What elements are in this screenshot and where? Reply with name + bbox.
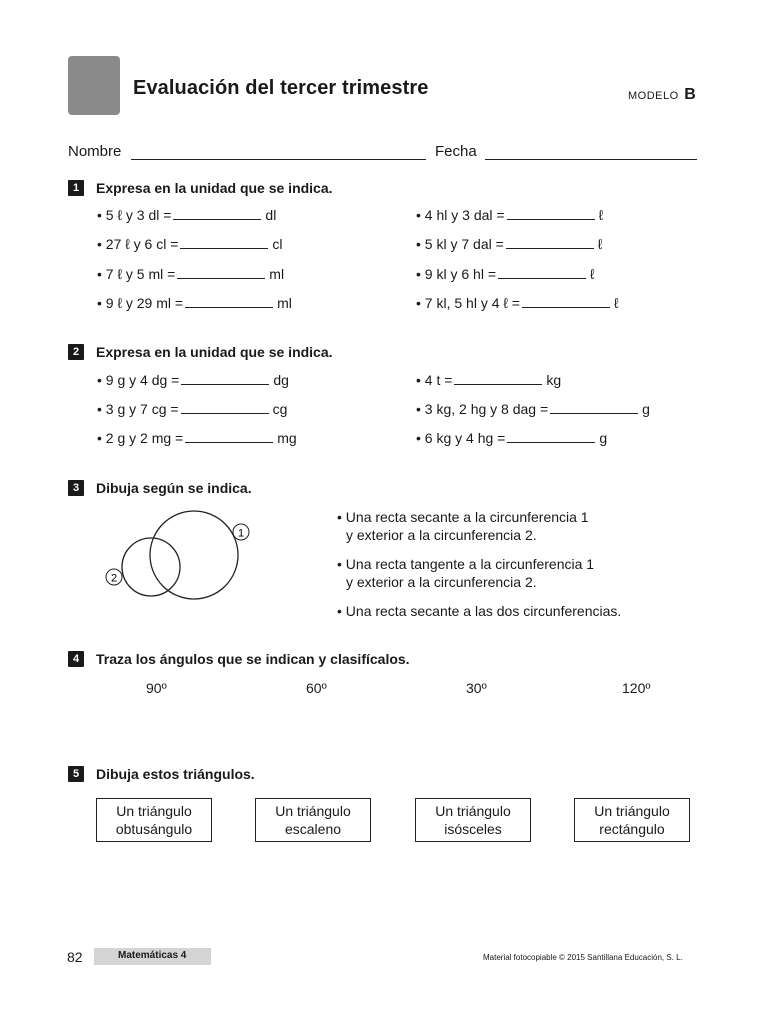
- answer-blank[interactable]: [506, 236, 594, 249]
- question-2-text: Expresa en la unidad que se indica.: [96, 344, 333, 360]
- answer-blank[interactable]: [550, 401, 638, 414]
- circle-2-label: 2: [110, 572, 118, 585]
- question-1-text: Expresa en la unidad que se indica.: [96, 180, 333, 196]
- name-label: Nombre: [68, 143, 122, 160]
- q3-instruction: • Una recta tangente a la circunferencia 1 y exterior a la circunferencia 2.: [337, 556, 595, 590]
- q3-instruction: • Una recta secante a las dos circunferencias.: [337, 603, 622, 619]
- q1-left-item: • 5 ℓ y 3 dl = dl: [97, 207, 277, 223]
- answer-blank[interactable]: [507, 430, 595, 443]
- question-4-number: 4: [68, 651, 84, 667]
- q1-right-item: • 4 hl y 3 dal = ℓ: [416, 207, 604, 223]
- model-value: B: [684, 86, 696, 103]
- q2-right-item: • 3 kg, 2 hg y 8 dag = g: [416, 401, 650, 417]
- question-2-number: 2: [68, 344, 84, 360]
- answer-blank[interactable]: [522, 295, 610, 308]
- q1-right-item: • 9 kl y 6 hl = ℓ: [416, 266, 595, 282]
- circles-diagram: [100, 505, 260, 605]
- answer-blank[interactable]: [498, 266, 586, 279]
- q2-left-item: • 2 g y 2 mg = mg: [97, 430, 297, 446]
- date-field[interactable]: [485, 159, 697, 160]
- q1-left-item: • 7 ℓ y 5 ml = ml: [97, 266, 285, 282]
- q1-left-item: • 9 ℓ y 29 ml = ml: [97, 295, 292, 311]
- answer-blank[interactable]: [173, 207, 261, 220]
- answer-blank[interactable]: [185, 295, 273, 308]
- answer-blank[interactable]: [185, 430, 273, 443]
- question-3-number: 3: [68, 480, 84, 496]
- q1-right-item: • 7 kl, 5 hl y 4 ℓ = ℓ: [416, 295, 619, 311]
- model-indicator: [628, 86, 696, 104]
- q1-right-item: • 5 kl y 7 dal = ℓ: [416, 236, 603, 252]
- question-5-text: Dibuja estos triángulos.: [96, 766, 255, 782]
- q1-left-item: • 27 ℓ y 6 cl = cl: [97, 236, 283, 252]
- name-field[interactable]: [131, 159, 426, 160]
- answer-blank[interactable]: [507, 207, 595, 220]
- angle-90-label: 90º: [146, 680, 167, 696]
- q3-instruction: • Una recta secante a la circunferencia 1 y exterior a la circunferencia 2.: [337, 509, 589, 543]
- angle-120-label: 120º: [622, 680, 651, 696]
- triangle-isosceles-box: Un triángulo isósceles: [415, 798, 531, 842]
- page-number: 82: [67, 949, 83, 965]
- triangle-obtuse-box: Un triángulo obtusángulo: [96, 798, 212, 842]
- q2-left-item: • 3 g y 7 cg = cg: [97, 401, 288, 417]
- page-title: Evaluación del tercer trimestre: [133, 77, 429, 99]
- triangle-right-box: Un triángulo rectángulo: [574, 798, 690, 842]
- question-4-text: Traza los ángulos que se indican y clasifícalos.: [96, 651, 410, 667]
- triangle-scalene-box: Un triángulo escaleno: [255, 798, 371, 842]
- footer-subject: Matemáticas 4: [118, 950, 187, 961]
- answer-blank[interactable]: [181, 401, 269, 414]
- question-1-number: 1: [68, 180, 84, 196]
- angle-60-label: 60º: [306, 680, 327, 696]
- model-label: MODELO: [628, 90, 679, 102]
- footer-copyright: Material fotocopiable © 2015 Santillana Educación, S. L.: [483, 953, 683, 962]
- header-color-block: [68, 56, 120, 115]
- question-3-text: Dibuja según se indica.: [96, 480, 252, 496]
- answer-blank[interactable]: [454, 372, 542, 385]
- q2-right-item: • 6 kg y 4 hg = g: [416, 430, 608, 446]
- answer-blank[interactable]: [177, 266, 265, 279]
- circle-1-label: 1: [237, 527, 245, 540]
- question-5-number: 5: [68, 766, 84, 782]
- date-label: Fecha: [435, 143, 477, 160]
- angle-30-label: 30º: [466, 680, 487, 696]
- answer-blank[interactable]: [181, 372, 269, 385]
- q2-left-item: • 9 g y 4 dg = dg: [97, 372, 289, 388]
- answer-blank[interactable]: [180, 236, 268, 249]
- circle-1: [150, 511, 238, 599]
- q2-right-item: • 4 t = kg: [416, 372, 562, 388]
